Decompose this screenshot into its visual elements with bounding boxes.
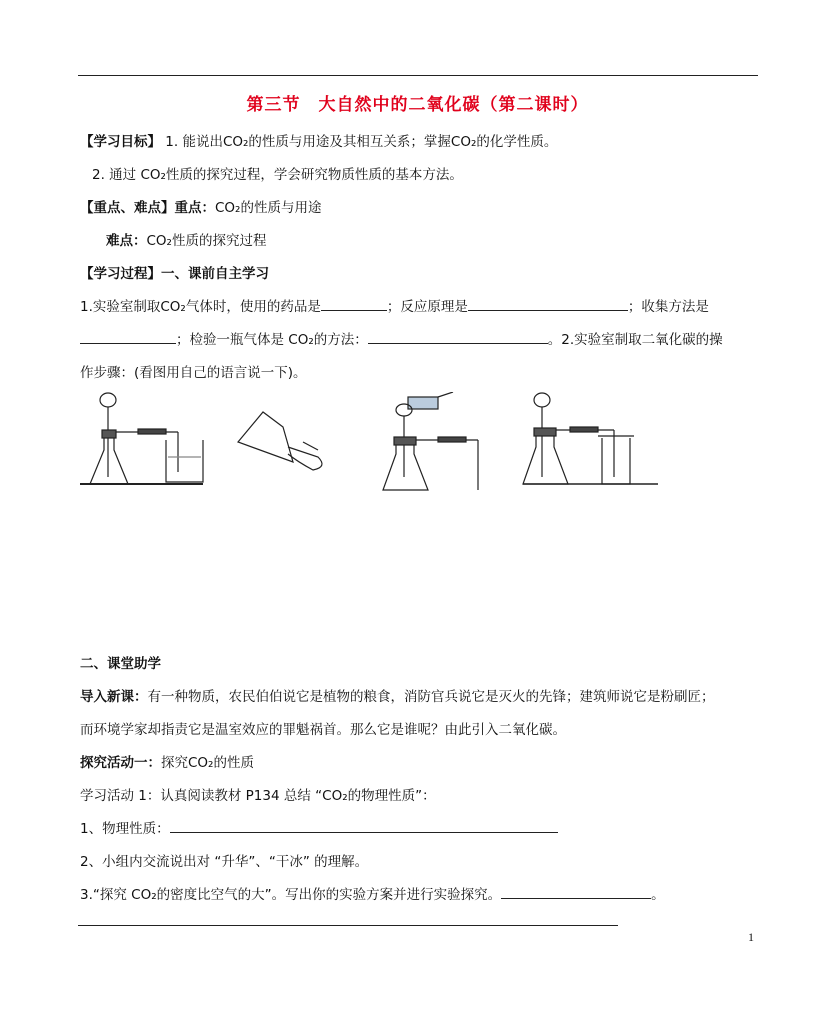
q1-text-d: ；检验一瓶气体是 CO₂的方法： bbox=[176, 332, 368, 348]
activity-text: 探究CO₂的性质 bbox=[161, 755, 254, 771]
difficulty-text: CO₂性质的探究过程 bbox=[146, 233, 267, 249]
key-point-text: CO₂的性质与用途 bbox=[215, 200, 322, 216]
apparatus-figure-2 bbox=[238, 412, 322, 470]
activity-heading bbox=[80, 751, 254, 771]
key-point-label: 重点： bbox=[174, 200, 215, 216]
answer-blank-principle[interactable] bbox=[468, 298, 628, 311]
intro-line-1 bbox=[80, 685, 715, 705]
density-experiment-end: 。 bbox=[651, 887, 665, 903]
activity-label: 探究活动一： bbox=[80, 755, 161, 771]
physical-properties-label: 1、物理性质： bbox=[80, 821, 170, 837]
goal-item-2: 2. 通过 CO₂性质的探究过程，学会研究物质性质的基本方法。 bbox=[92, 167, 463, 183]
physical-properties-item bbox=[80, 817, 558, 837]
learning-process bbox=[80, 262, 269, 282]
q1-text-e: 。2.实验室制取二氧化碳的操 bbox=[547, 332, 723, 348]
density-experiment-text: 3.“探究 CO₂的密度比空气的大”。写出你的实验方案并进行实验探究。 bbox=[80, 887, 502, 903]
answer-blank-test[interactable] bbox=[368, 331, 548, 344]
study-activity-1: 学习活动 1：认真阅读教材 P134 总结 “CO₂的物理性质”： bbox=[80, 788, 436, 804]
apparatus-figure-4 bbox=[523, 393, 658, 484]
density-experiment-item bbox=[80, 883, 665, 903]
difficulty-label: 难点： bbox=[106, 233, 147, 249]
footer-rule bbox=[78, 925, 618, 926]
apparatus-figure-3 bbox=[383, 392, 478, 490]
answer-blank-physical-properties[interactable] bbox=[170, 820, 558, 833]
q1-text-a: 1.实验室制取CO₂气体时，使用的药品是 bbox=[80, 299, 321, 315]
section-1-title: 一、课前自主学习 bbox=[161, 266, 269, 282]
goals-label: 【学习目标】 bbox=[80, 134, 161, 150]
sublimation-item: 2、小组内交流说出对 “升华”、“干冰” 的理解。 bbox=[80, 854, 369, 870]
q1-text-c: ；收集方法是 bbox=[627, 299, 709, 315]
answer-blank-collection[interactable] bbox=[80, 331, 176, 344]
question-1-line-1 bbox=[80, 295, 709, 315]
process-label: 【学习过程】 bbox=[80, 266, 161, 282]
key-label: 【重点、难点】 bbox=[80, 200, 175, 216]
intro-text-1: 有一种物质，农民伯伯说它是植物的粮食，消防官兵说它是灭火的先锋；建筑师说它是粉刷匠； bbox=[147, 689, 715, 705]
goal-item-1: 1. 能说出CO₂的性质与用途及其相互关系；掌握CO₂的化学性质。 bbox=[165, 134, 558, 150]
intro-label: 导入新课： bbox=[80, 689, 148, 705]
intro-line-2: 而环境学家却指责它是温室效应的罪魁祸首。那么它是谁呢？由此引入二氧化碳。 bbox=[80, 722, 566, 738]
difficulty-points bbox=[106, 229, 266, 249]
section-2-title: 二、课堂助学 bbox=[80, 656, 161, 672]
answer-blank-experiment[interactable] bbox=[501, 886, 651, 899]
header-rule bbox=[78, 75, 758, 76]
key-points bbox=[80, 196, 321, 216]
question-1-line-3: 作步骤：(看图用自己的语言说一下)。 bbox=[80, 365, 307, 381]
apparatus-figures bbox=[78, 392, 678, 492]
question-1-line-2 bbox=[80, 328, 723, 348]
page-number: 1 bbox=[748, 930, 754, 944]
apparatus-figure-1 bbox=[80, 393, 203, 484]
learning-goals bbox=[80, 130, 557, 150]
page-title: 第三节 大自然中的二氧化碳（第二课时） bbox=[246, 95, 589, 115]
answer-blank-reagents[interactable] bbox=[321, 298, 387, 311]
q1-text-b: ；反应原理是 bbox=[386, 299, 468, 315]
